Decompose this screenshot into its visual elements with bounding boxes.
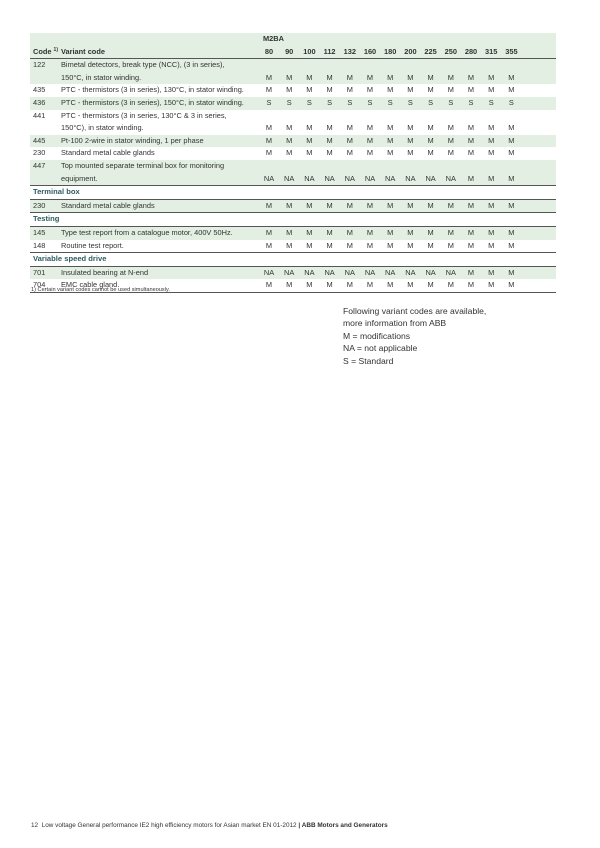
variant-code: 148	[33, 240, 46, 250]
variant-code: 230	[33, 148, 46, 158]
availability-cell: M	[346, 280, 353, 290]
table-row	[30, 267, 556, 280]
variant-code: 447	[33, 160, 46, 170]
availability-cell: NA	[445, 173, 456, 183]
variant-code: 435	[33, 85, 46, 95]
availability-cell: M	[467, 227, 475, 237]
variant-code: 230	[33, 200, 46, 210]
availability-cell: M	[326, 280, 333, 290]
availability-cell: M	[427, 72, 434, 82]
availability-cell: M	[265, 135, 273, 145]
availability-cell: S	[327, 97, 333, 107]
availability-cell: M	[407, 280, 414, 290]
availability-cell: M	[286, 240, 293, 250]
availability-cell: S	[428, 97, 434, 107]
variant-code: 436	[33, 97, 46, 107]
availability-cell: M	[387, 240, 394, 250]
availability-cell: M	[488, 267, 495, 277]
availability-cell: M	[265, 240, 273, 250]
availability-cell: M	[265, 85, 273, 95]
availability-cell: M	[286, 227, 293, 237]
size-header-cell: 100	[303, 46, 316, 56]
legend	[343, 305, 486, 367]
availability-cell: M	[427, 135, 434, 145]
availability-cell: M	[265, 227, 273, 237]
size-header-cell: 112	[323, 46, 336, 56]
legend-line: M = modifications	[343, 330, 411, 341]
availability-cell: M	[346, 85, 353, 95]
availability-cell: NA	[344, 267, 355, 277]
legend-line: Following variant codes are available,	[343, 306, 487, 316]
section-label: Terminal box	[33, 187, 80, 197]
availability-cell: M	[488, 85, 495, 95]
table-row	[30, 160, 556, 173]
availability-cell: M	[346, 200, 353, 210]
availability-cell: M	[508, 227, 515, 237]
availability-cell: M	[265, 72, 273, 82]
availability-cell: M	[467, 85, 475, 95]
availability-cell: M	[286, 148, 293, 158]
availability-cell: M	[346, 123, 353, 133]
table-row	[30, 110, 556, 123]
table-row	[30, 72, 556, 85]
code-header: Code $^{1)}$	[33, 46, 58, 56]
availability-cell: M	[346, 72, 353, 82]
availability-cell: M	[467, 135, 475, 145]
availability-cell: M	[488, 72, 495, 82]
availability-cell: M	[407, 240, 414, 250]
availability-cell: M	[326, 148, 333, 158]
availability-cell: M	[447, 135, 454, 145]
size-header-cell: 280	[464, 46, 478, 56]
availability-cell: M	[427, 123, 434, 133]
availability-cell: M	[467, 200, 475, 210]
availability-cell: M	[488, 200, 495, 210]
availability-cell: M	[387, 227, 394, 237]
availability-cell: M	[467, 240, 475, 250]
availability-cell: M	[387, 72, 394, 82]
availability-cell: NA	[364, 267, 376, 277]
availability-cell: M	[508, 200, 515, 210]
availability-cell: M	[286, 135, 293, 145]
availability-cell: M	[346, 135, 353, 145]
availability-cell: M	[427, 227, 434, 237]
availability-cell: M	[265, 200, 273, 210]
availability-cell: M	[306, 135, 313, 145]
availability-cell: M	[366, 135, 374, 145]
table-row	[30, 147, 556, 160]
size-header-cell: 132	[343, 46, 356, 56]
availability-cell: M	[427, 280, 434, 290]
availability-cell: M	[265, 280, 273, 290]
page-footer	[31, 822, 388, 829]
variant-description: Top mounted separate terminal box for monitoring	[61, 160, 225, 170]
availability-cell: M	[326, 135, 333, 145]
availability-cell: M	[407, 148, 414, 158]
table-row	[30, 58, 556, 72]
availability-cell: M	[387, 200, 394, 210]
footer-text: Low voltage General performance IE2 high efficiency motors for Asian market EN 01-2012	[41, 822, 297, 829]
variant-description: Type test report from a catalogue motor, 400V 50Hz.	[61, 227, 233, 237]
availability-cell: S	[468, 97, 474, 107]
table-row	[30, 122, 556, 135]
series-label: M2BA	[263, 34, 284, 43]
variant-description: Standard metal cable glands	[61, 200, 155, 210]
table-row	[30, 240, 556, 254]
availability-cell: M	[366, 240, 374, 250]
availability-cell: M	[326, 200, 333, 210]
availability-cell: NA	[263, 267, 275, 277]
availability-cell: S	[448, 97, 454, 107]
legend-line: NA = not applicable	[343, 343, 418, 354]
availability-cell: S	[407, 97, 413, 107]
availability-cell: M	[326, 123, 333, 133]
variant-code: 145	[33, 227, 46, 237]
availability-cell: M	[306, 280, 313, 290]
availability-cell: M	[306, 148, 313, 158]
availability-cell: M	[467, 280, 475, 290]
availability-cell: M	[467, 267, 475, 277]
availability-cell: NA	[284, 173, 295, 183]
availability-cell: S	[367, 97, 373, 107]
table-row	[30, 227, 556, 240]
table-row	[30, 200, 556, 214]
availability-cell: M	[306, 72, 313, 82]
variant-description: PTC - thermistors (3 in series), 130°C, in stator winding.	[61, 85, 244, 95]
size-header-cell: 315	[485, 46, 498, 56]
variant-description: equipment.	[61, 173, 98, 183]
availability-cell: M	[427, 85, 434, 95]
availability-cell: M	[306, 85, 313, 95]
availability-cell: M	[346, 148, 353, 158]
availability-cell: NA	[324, 267, 335, 277]
availability-cell: M	[306, 227, 313, 237]
availability-cell: M	[447, 123, 454, 133]
series-header-row	[30, 33, 556, 46]
availability-cell: NA	[405, 267, 416, 277]
availability-cell: M	[427, 148, 434, 158]
variant-description: 150°C, in stator winding.	[61, 72, 142, 82]
legend-line: more information from ABB	[343, 318, 447, 329]
availability-cell: M	[326, 240, 333, 250]
availability-cell: NA	[405, 173, 416, 183]
availability-cell: M	[508, 173, 515, 183]
availability-cell: M	[387, 280, 394, 290]
legend-line: S = Standard	[343, 355, 394, 366]
availability-cell: M	[508, 72, 515, 82]
availability-cell: NA	[304, 267, 315, 277]
availability-cell: NA	[284, 267, 295, 277]
availability-cell: M	[407, 227, 414, 237]
availability-cell: M	[265, 123, 273, 133]
table-body	[30, 58, 556, 293]
availability-cell: M	[366, 280, 374, 290]
size-header-cell: 80	[264, 46, 274, 56]
section-header-row	[30, 253, 556, 267]
section-label: Variable speed drive	[33, 254, 107, 264]
availability-cell: S	[286, 97, 292, 107]
availability-cell: M	[286, 200, 293, 210]
section-header-row	[30, 186, 556, 200]
availability-cell: M	[488, 148, 495, 158]
column-header-row	[30, 46, 556, 59]
size-header-cell: 225	[424, 46, 437, 56]
availability-cell: M	[407, 135, 414, 145]
variant-description: PTC - thermistors (3 in series), 150°C, in stator winding.	[61, 97, 244, 107]
variant-code: 704	[33, 280, 46, 290]
availability-cell: M	[447, 227, 454, 237]
availability-cell: S	[488, 97, 494, 107]
availability-cell: M	[407, 72, 414, 82]
variant-code: 445	[33, 135, 46, 145]
availability-cell: M	[326, 85, 333, 95]
availability-cell: M	[286, 280, 293, 290]
variant-code: 122	[33, 60, 46, 70]
availability-cell: M	[387, 85, 394, 95]
availability-cell: M	[447, 200, 454, 210]
variant-description: PTC - thermistors (3 in series, 130°C & 3 in series,	[61, 110, 227, 120]
variant-code: 701	[33, 267, 46, 277]
availability-cell: NA	[445, 267, 456, 277]
availability-cell: M	[387, 123, 394, 133]
table-row	[30, 97, 556, 110]
availability-cell: NA	[425, 267, 436, 277]
availability-cell: M	[467, 72, 475, 82]
variant-header: Variant code	[61, 46, 105, 56]
availability-cell: M	[387, 148, 394, 158]
availability-cell: M	[306, 123, 313, 133]
size-header-cell: 180	[384, 46, 397, 56]
availability-cell: M	[265, 148, 273, 158]
availability-cell: M	[508, 267, 515, 277]
section-label: Testing	[33, 214, 60, 224]
availability-cell: M	[447, 280, 454, 290]
availability-cell: M	[467, 148, 475, 158]
availability-cell: M	[366, 227, 374, 237]
availability-cell: M	[488, 240, 495, 250]
availability-cell: M	[286, 123, 293, 133]
availability-cell: M	[467, 123, 475, 133]
size-header-cell: 355	[505, 46, 518, 56]
availability-cell: M	[366, 123, 374, 133]
availability-cell: M	[508, 148, 515, 158]
table-row	[30, 84, 556, 97]
variant-code: 441	[33, 110, 46, 120]
availability-cell: M	[488, 227, 495, 237]
size-header-cell: 90	[285, 46, 294, 56]
availability-cell: M	[508, 135, 515, 145]
availability-cell: M	[346, 227, 353, 237]
page-number: 12	[31, 822, 39, 829]
availability-cell: S	[306, 97, 312, 107]
availability-cell: M	[508, 123, 515, 133]
availability-cell: M	[508, 240, 515, 250]
table-row	[30, 173, 556, 187]
availability-cell: S	[266, 97, 272, 107]
availability-cell: M	[306, 240, 313, 250]
variant-description: EMC cable gland.	[61, 280, 120, 290]
size-header-cell: 250	[444, 46, 457, 56]
availability-cell: NA	[324, 173, 335, 183]
availability-cell: S	[387, 97, 393, 107]
table-row	[30, 135, 556, 148]
availability-cell: NA	[304, 173, 315, 183]
availability-cell: M	[407, 123, 414, 133]
variant-description: Insulated bearing at N-end	[61, 267, 149, 277]
availability-cell: M	[447, 85, 454, 95]
availability-cell: M	[488, 123, 495, 133]
availability-cell: NA	[364, 173, 376, 183]
availability-cell: M	[427, 200, 434, 210]
availability-cell: M	[286, 72, 293, 82]
availability-cell: M	[447, 148, 454, 158]
availability-cell: NA	[385, 173, 396, 183]
footnote: 1) Certain variant codes cannot be used simultaneously.	[31, 287, 170, 293]
availability-cell: M	[407, 200, 414, 210]
availability-cell: NA	[425, 173, 436, 183]
availability-cell: M	[508, 85, 515, 95]
size-header-cell: 160	[363, 46, 377, 56]
availability-cell: M	[366, 85, 374, 95]
variant-description: Routine test report.	[61, 240, 124, 250]
availability-cell: M	[488, 173, 495, 183]
availability-cell: M	[326, 227, 333, 237]
size-header-cell: 200	[404, 46, 417, 56]
availability-cell: M	[366, 72, 374, 82]
variant-codes-table	[30, 33, 556, 293]
availability-cell: M	[488, 135, 495, 145]
availability-cell: M	[306, 200, 313, 210]
availability-cell: M	[427, 240, 434, 250]
availability-cell: M	[407, 85, 414, 95]
availability-cell: M	[387, 135, 394, 145]
availability-cell: S	[347, 97, 353, 107]
availability-cell: NA	[263, 173, 275, 183]
availability-cell: M	[447, 240, 454, 250]
availability-cell: M	[326, 72, 333, 82]
section-header-row	[30, 213, 556, 227]
availability-cell: M	[508, 280, 515, 290]
availability-cell: M	[286, 85, 293, 95]
availability-cell: S	[508, 97, 514, 107]
availability-cell: M	[366, 200, 374, 210]
availability-cell: M	[346, 240, 353, 250]
availability-cell: M	[447, 72, 454, 82]
variant-description: Standard metal cable glands	[61, 148, 155, 158]
availability-cell: M	[488, 280, 495, 290]
variant-description: Bimetal detectors, break type (NCC), (3 in series),	[61, 60, 225, 70]
footer-brand: | ABB Motors and Generators	[298, 822, 388, 829]
variant-description: 150°C), in stator winding.	[61, 123, 144, 133]
availability-cell: NA	[344, 173, 355, 183]
variant-description: Pt-100 2-wire in stator winding, 1 per phase	[61, 135, 204, 145]
availability-cell: M	[467, 173, 475, 183]
availability-cell: M	[366, 148, 374, 158]
availability-cell: NA	[385, 267, 396, 277]
